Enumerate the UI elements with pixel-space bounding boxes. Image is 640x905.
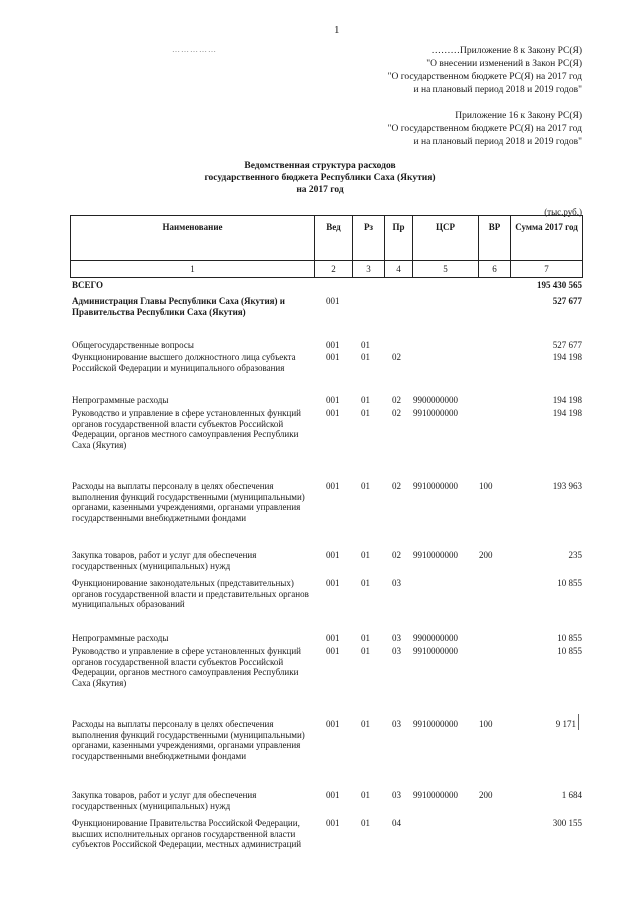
header-rz: Рз [353, 216, 385, 261]
appendix-8-line: и на плановый период 2018 и 2019 годов" [413, 85, 582, 95]
row-pr: 03 [392, 719, 401, 729]
title-line: на 2017 год [296, 185, 344, 195]
row-pr: 02 [392, 550, 401, 560]
row-rz: 01 [361, 481, 370, 491]
row-sum: 194 198 [552, 395, 582, 405]
row-csr: 9910000000 [413, 481, 458, 491]
row-name: ВСЕГО [72, 280, 104, 290]
row-csr: 9900000000 [413, 633, 458, 643]
row-vr: 100 [479, 481, 493, 491]
row-ved: 001 [326, 408, 340, 418]
row-csr: 9910000000 [413, 408, 458, 418]
row-rz: 01 [361, 818, 370, 828]
row-rz: 01 [361, 408, 370, 418]
col-number: 4 [385, 261, 413, 278]
col-number: 7 [511, 261, 583, 278]
row-ved: 001 [326, 550, 340, 560]
row-name: Администрация Главы Республики Саха (Якутия) и Правительства Республики Саха (Якутия) [72, 296, 285, 317]
header-vr: ВР [479, 216, 511, 261]
appendix-8-line: "О внесении изменений в Закон РС(Я) [426, 59, 582, 69]
row-rz: 01 [361, 719, 370, 729]
row-name: Непрограммные расходы [72, 395, 169, 405]
row-pr: 02 [392, 352, 401, 362]
scan-mark: …………… [172, 45, 217, 54]
row-ved: 001 [326, 481, 340, 491]
row-sum: 10 855 [557, 633, 582, 643]
row-name: Функционирование законодательных (представительных) органов государственной власти и представительных органов муниципальных образований [72, 578, 309, 609]
row-sum: 527 677 [552, 340, 582, 350]
page-number: 1 [334, 24, 340, 36]
row-rz: 01 [361, 395, 370, 405]
row-ved: 001 [326, 578, 340, 588]
appendix-16-line: и на плановый период 2018 и 2019 годов" [413, 137, 582, 147]
header-ved: Вед [315, 216, 353, 261]
row-name: Непрограммные расходы [72, 633, 169, 643]
row-name: Расходы на выплаты персоналу в целях обеспечения выполнения функций государственными (муниципальными) органами, казенными учреждениями, органами управления государственными внебюджетными фондами [72, 719, 305, 761]
row-rz: 01 [361, 633, 370, 643]
row-sum: 527 677 [552, 296, 582, 306]
row-sum: 194 198 [552, 408, 582, 418]
row-pr: 03 [392, 646, 401, 656]
row-sum: 9 171 [555, 719, 576, 729]
row-name: Общегосударственные вопросы [72, 340, 194, 350]
col-number: 3 [353, 261, 385, 278]
appendix-8-block [388, 45, 582, 97]
row-pr: 03 [392, 578, 401, 588]
row-sum: 193 963 [552, 481, 582, 491]
row-name: Функционирование высшего должностного лица субъекта Российской Федерации и муниципального образования [72, 352, 296, 373]
row-ved: 001 [326, 818, 340, 828]
scan-margin-line [578, 714, 579, 730]
row-csr: 9910000000 [413, 550, 458, 560]
row-pr: 03 [392, 790, 401, 800]
row-vr: 200 [479, 790, 493, 800]
row-ved: 001 [326, 790, 340, 800]
row-sum: 195 430 565 [537, 280, 582, 290]
col-number: 1 [71, 261, 315, 278]
header-sum: Сумма 2017 год [511, 216, 583, 261]
document-title [0, 160, 640, 196]
row-name: Функционирование Правительства Российской Федерации, высших исполнительных органов государственной власти субъектов Российской Федерации, местных администраций [72, 818, 302, 849]
appendix-16-line: "О государственном бюджете РС(Я) на 2017 год [387, 124, 582, 134]
row-name: Расходы на выплаты персоналу в целях обеспечения выполнения функций государственными (муниципальными) органами, казенными учреждениями, органами управления государственными внебюджетными фондами [72, 481, 305, 523]
row-csr: 9910000000 [413, 719, 458, 729]
appendix-16-line: Приложение 16 к Закону РС(Я) [455, 111, 582, 121]
row-rz: 01 [361, 550, 370, 560]
row-rz: 01 [361, 352, 370, 362]
row-pr: 04 [392, 818, 401, 828]
title-line: государственного бюджета Республики Саха (Якутия) [204, 173, 436, 183]
row-rz: 01 [361, 646, 370, 656]
row-csr: 9910000000 [413, 790, 458, 800]
row-vr: 200 [479, 550, 493, 560]
row-sum: 1 684 [561, 790, 582, 800]
row-ved: 001 [326, 395, 340, 405]
row-sum: 235 [568, 550, 582, 560]
appendix-8-line: ………Приложение 8 к Закону РС(Я) [431, 46, 582, 56]
row-name: Руководство и управление в сфере установленных функций органов государственной власти субъектов Российской Федерации, органов местного самоуправления Республики Саха (Якутия) [72, 646, 301, 688]
appendix-8-line: "О государственном бюджете РС(Я) на 2017 год [387, 72, 582, 82]
column-number-row [71, 261, 583, 278]
row-pr: 02 [392, 395, 401, 405]
row-rz: 01 [361, 340, 370, 350]
title-line: Ведомственная структура расходов [244, 161, 396, 171]
row-rz: 01 [361, 790, 370, 800]
row-pr: 03 [392, 633, 401, 643]
header-pr: Пр [385, 216, 413, 261]
appendix-16-block [388, 110, 582, 149]
col-number: 2 [315, 261, 353, 278]
row-rz: 01 [361, 578, 370, 588]
units-label: (тыс.руб.) [544, 207, 582, 217]
row-name: Руководство и управление в сфере установленных функций органов государственной власти субъектов Российской Федерации, органов местного самоуправления Республики Саха (Якутия) [72, 408, 301, 450]
row-ved: 001 [326, 633, 340, 643]
row-csr: 9910000000 [413, 646, 458, 656]
row-name: Закупка товаров, работ и услуг для обеспечения государственных (муниципальных) нужд [72, 790, 257, 811]
row-ved: 001 [326, 340, 340, 350]
header-name: Наименование [71, 216, 315, 261]
row-ved: 001 [326, 296, 340, 306]
row-sum: 10 855 [557, 646, 582, 656]
row-vr: 100 [479, 719, 493, 729]
row-name: Закупка товаров, работ и услуг для обеспечения государственных (муниципальных) нужд [72, 550, 257, 571]
table-header [70, 215, 583, 278]
header-csr: ЦСР [413, 216, 479, 261]
col-number: 6 [479, 261, 511, 278]
row-sum: 300 155 [552, 818, 582, 828]
header-row [71, 216, 583, 261]
col-number: 5 [413, 261, 479, 278]
row-csr: 9900000000 [413, 395, 458, 405]
row-sum: 10 855 [557, 578, 582, 588]
row-pr: 02 [392, 481, 401, 491]
row-ved: 001 [326, 719, 340, 729]
row-sum: 194 198 [552, 352, 582, 362]
row-pr: 02 [392, 408, 401, 418]
row-ved: 001 [326, 352, 340, 362]
row-ved: 001 [326, 646, 340, 656]
